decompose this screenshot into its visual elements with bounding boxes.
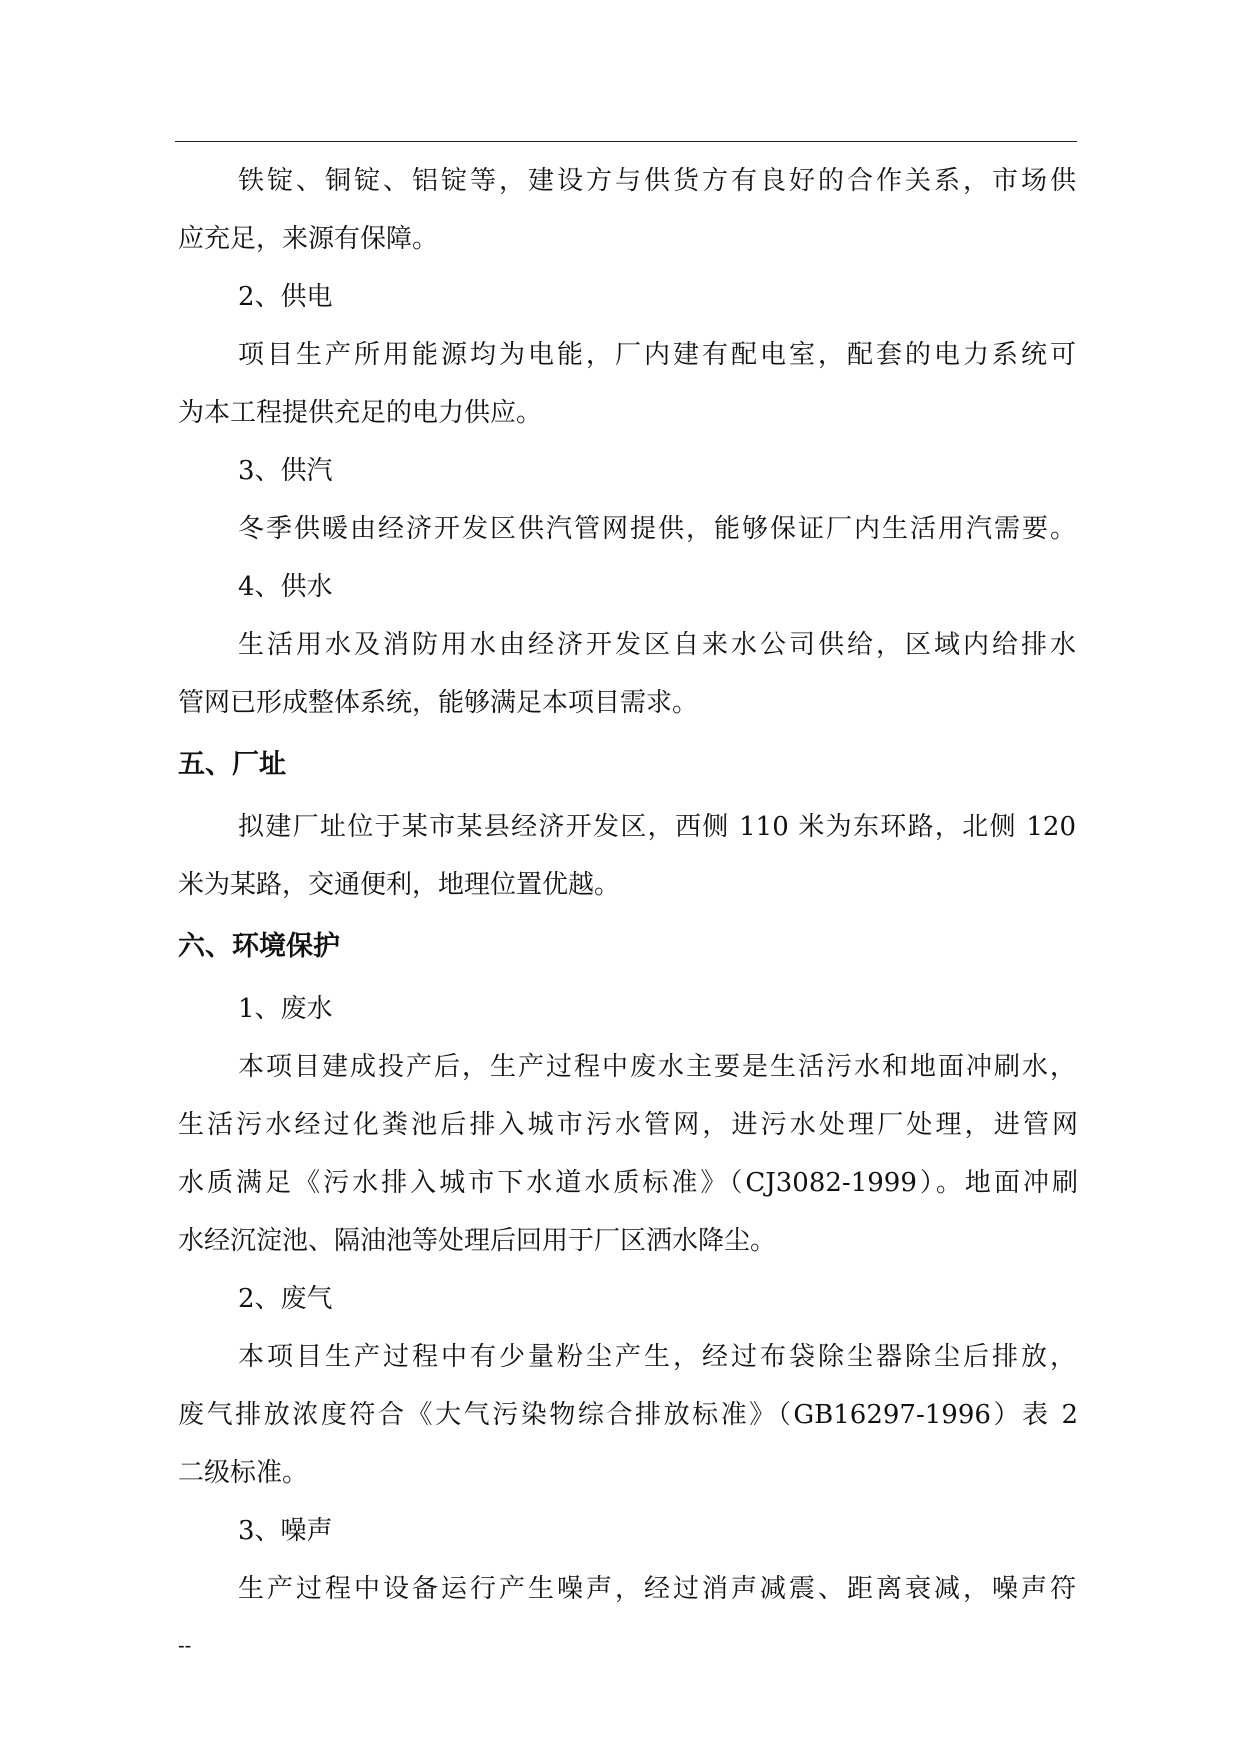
wastewater-paragraph-line-1: 本项目建成投产后，生产过程中废水主要是生活污水和地面冲刷水， bbox=[238, 1052, 1076, 1082]
noise-paragraph-line-1: 生产过程中设备运行产生噪声，经过消声减震、距离衰减，噪声符 bbox=[238, 1574, 1076, 1604]
header-rule bbox=[175, 141, 1077, 142]
site-paragraph-line-1: 拟建厂址位于某市某县经济开发区，西侧 110 米为东环路，北侧 120 bbox=[238, 812, 1076, 842]
site-paragraph-line-2: 米为某路，交通便利，地理位置优越。 bbox=[178, 870, 621, 900]
exhaust-gas-subtitle: 2、废气 bbox=[238, 1284, 333, 1314]
site-heading: 五、厂址 bbox=[178, 749, 286, 780]
noise-subtitle: 3、噪声 bbox=[238, 1516, 333, 1546]
supply-paragraph-line-1: 铁锭、铜锭、铝锭等，建设方与供货方有良好的合作关系，市场供 bbox=[238, 166, 1076, 196]
wastewater-paragraph-line-3: 水质满足《污水排入城市下水道水质标准》（CJ3082-1999）。地面冲刷 bbox=[178, 1168, 1078, 1198]
water-paragraph-line-2: 管网已形成整体系统，能够满足本项目需求。 bbox=[178, 688, 699, 718]
exhaust-gas-paragraph-line-2: 废气排放浓度符合《大气污染物综合排放标准》（GB16297-1996）表 2 bbox=[178, 1400, 1078, 1430]
water-subtitle: 4、供水 bbox=[238, 572, 333, 602]
exhaust-gas-paragraph-line-1: 本项目生产过程中有少量粉尘产生，经过布袋除尘器除尘后排放， bbox=[238, 1342, 1076, 1372]
supply-paragraph-line-2: 应充足，来源有保障。 bbox=[178, 224, 439, 254]
power-subtitle: 2、供电 bbox=[238, 282, 333, 312]
wastewater-paragraph-line-2: 生活污水经过化粪池后排入城市污水管网，进污水处理厂处理，进管网 bbox=[178, 1110, 1078, 1140]
steam-subtitle: 3、供汽 bbox=[238, 456, 333, 486]
exhaust-gas-paragraph-line-3: 二级标准。 bbox=[178, 1458, 309, 1488]
footer-mark: -- bbox=[178, 1635, 192, 1657]
environment-heading: 六、环境保护 bbox=[178, 931, 340, 962]
wastewater-subtitle: 1、废水 bbox=[238, 994, 333, 1024]
power-paragraph-line-2: 为本工程提供充足的电力供应。 bbox=[178, 398, 543, 428]
water-paragraph-line-1: 生活用水及消防用水由经济开发区自来水公司供给，区域内给排水 bbox=[238, 630, 1076, 660]
steam-paragraph-line-1: 冬季供暖由经济开发区供汽管网提供，能够保证厂内生活用汽需要。 bbox=[238, 514, 1076, 544]
wastewater-paragraph-line-4: 水经沉淀池、隔油池等处理后回用于厂区洒水降尘。 bbox=[178, 1226, 777, 1256]
power-paragraph-line-1: 项目生产所用能源均为电能，厂内建有配电室，配套的电力系统可 bbox=[238, 340, 1076, 370]
